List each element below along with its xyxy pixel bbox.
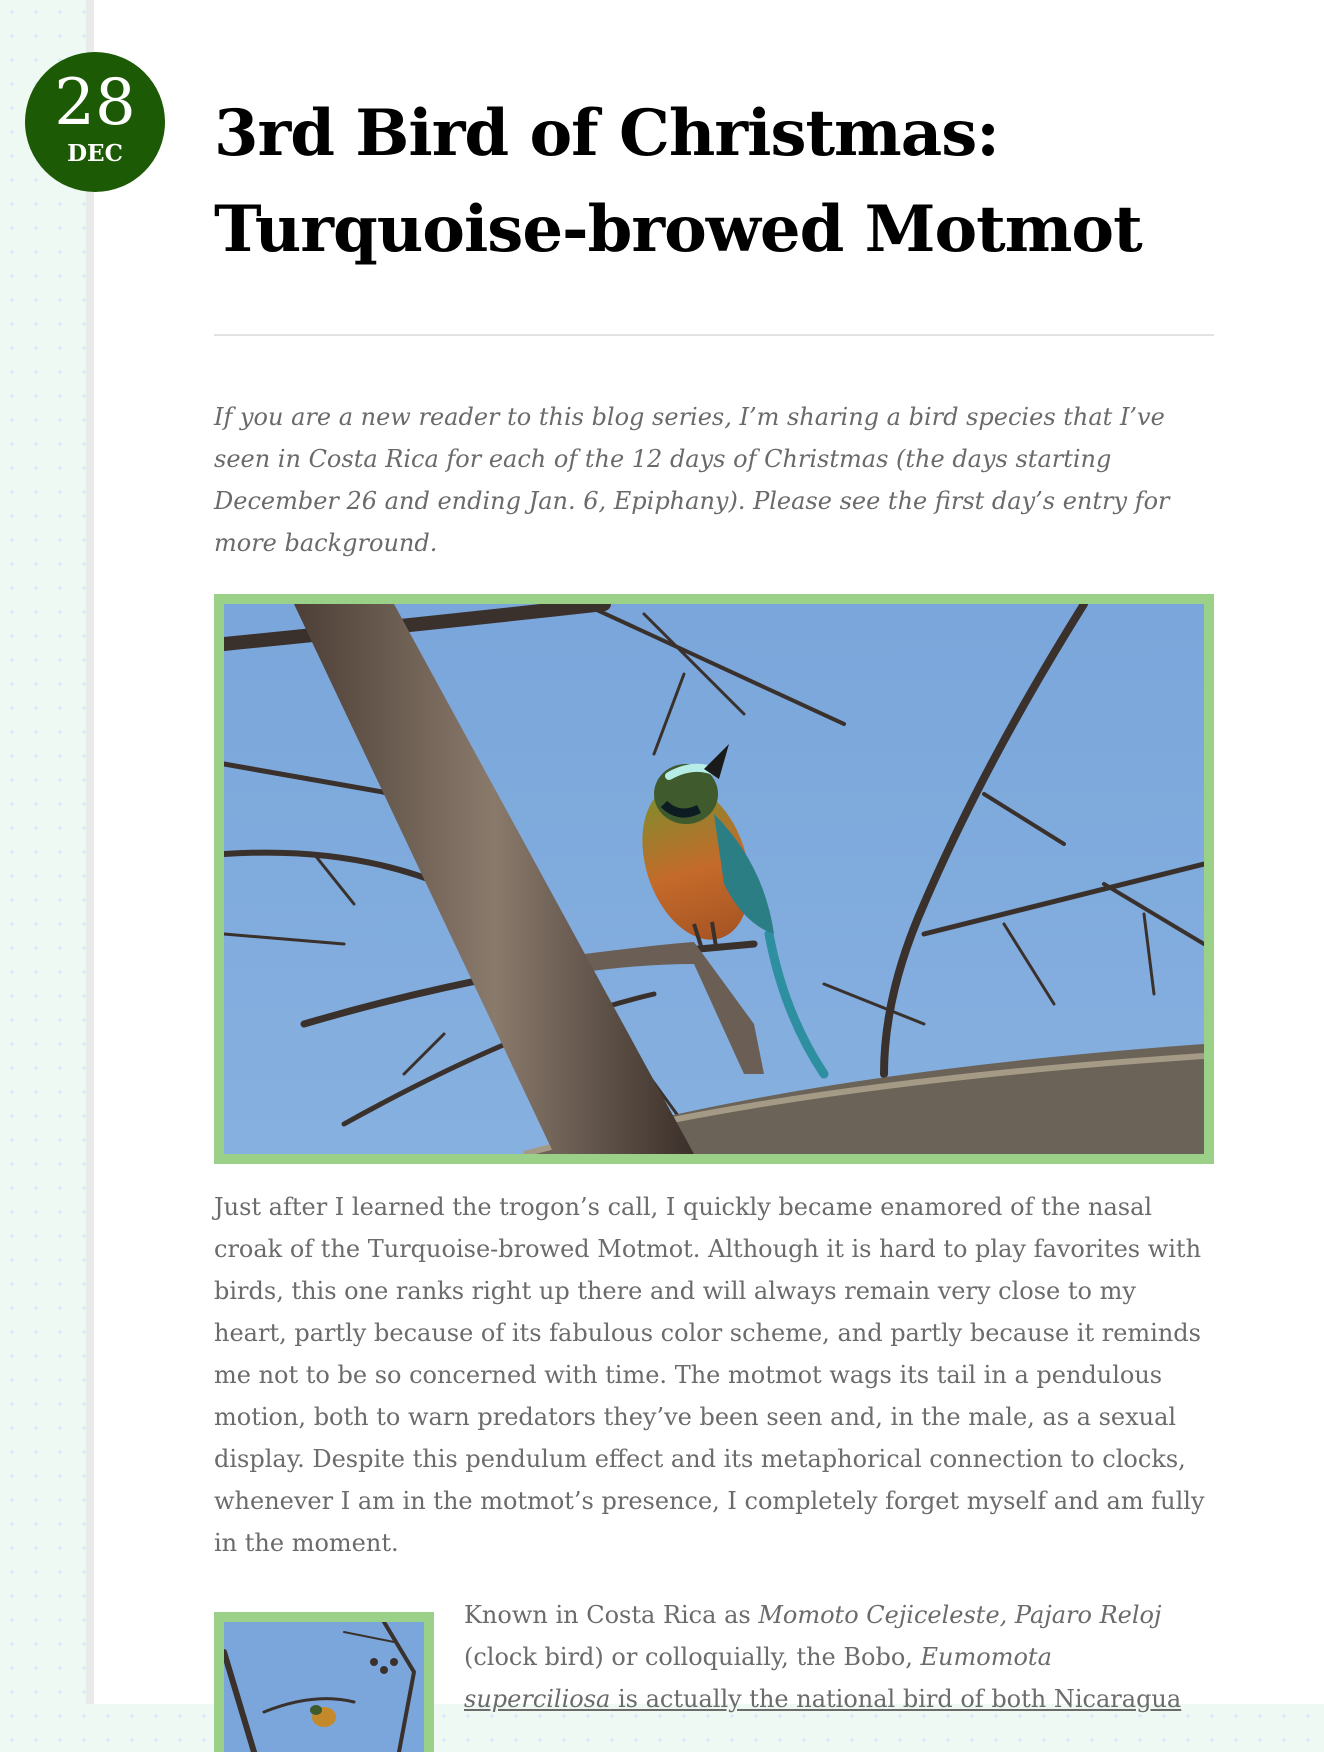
paragraph-line [464,1594,1224,1636]
motmot-thumbnail-photo[interactable] [214,1612,434,1752]
post-title[interactable] [214,86,1234,278]
paragraph-line: display. Despite this pendulum effect and its metaphorical connection to clocks, [214,1445,1186,1473]
paragraph-text: is actually the national bird of both Nicaragua [610,1685,1182,1713]
intro-line: more background. [214,529,438,557]
genus-name: Eumomota [920,1643,1052,1671]
spanish-name: Momoto Cejiceleste, Pajaro Reloj [758,1601,1162,1629]
species-name: superciliosa [464,1685,611,1713]
paragraph-line: croak of the Turquoise-browed Motmot. Although it is hard to play favorites with [214,1235,1202,1263]
motmot-thumbnail-image [224,1622,424,1752]
paragraph-line: whenever I am in the motmot’s presence, I completely forget myself and am fully [214,1487,1205,1515]
body-paragraph-1 [214,1186,1224,1564]
intro-line: December 26 and ending Jan. 6, Epiphany). Please see the first day’s entry for [214,487,1170,515]
motmot-photo[interactable] [214,594,1214,1164]
intro-paragraph [214,396,1224,564]
paragraph-text: (clock bird) or colloquially, the Bobo, [464,1643,921,1671]
paragraph-line: motion, both to warn predators they’ve been seen and, in the male, as a sexual [214,1403,1177,1431]
post-title-line-1: 3rd Bird of Christmas: [214,96,999,171]
paragraph-text: Known in Costa Rica as [464,1601,759,1629]
date-day: 28 [54,66,136,140]
paragraph-line [464,1636,1224,1678]
paragraph-line [464,1678,1224,1720]
paragraph-line: Just after I learned the trogon’s call, I quickly became enamored of the nasal [214,1193,1153,1221]
motmot-photo-image [224,604,1204,1154]
date-badge [25,52,165,192]
paragraph-line: me not to be so concerned with time. The motmot wags its tail in a pendulous [214,1361,1163,1389]
title-divider [214,334,1214,336]
post-title-line-2: Turquoise-browed Motmot [214,192,1142,267]
paragraph-line: heart, partly because of its fabulous color scheme, and partly because it reminds [214,1319,1201,1347]
date-month: DEC [67,140,123,167]
body-paragraph-2 [464,1594,1224,1720]
paragraph-line: birds, this one ranks right up there and will always remain very close to my [214,1277,1136,1305]
intro-line: If you are a new reader to this blog series, I’m sharing a bird species that I’ve [214,403,1165,431]
intro-line: seen in Costa Rica for each of the 12 days of Christmas (the days starting [214,445,1112,473]
paragraph-line: in the moment. [214,1529,399,1557]
